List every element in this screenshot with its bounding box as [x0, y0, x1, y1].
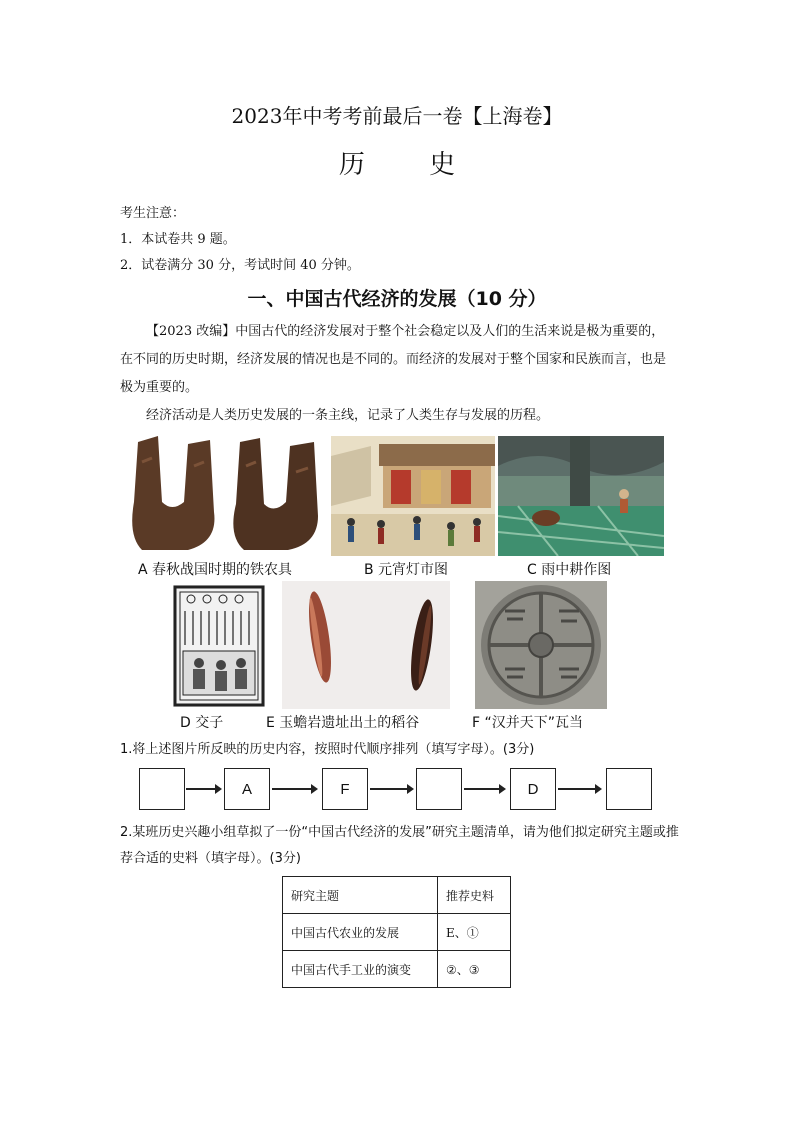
research-table	[282, 876, 511, 988]
table-cell-sources[interactable]: E、①	[438, 914, 511, 951]
intro-paragraph	[120, 318, 676, 430]
order-box-3[interactable]: F	[322, 768, 368, 810]
order-arrow-5	[558, 788, 600, 790]
figure-c-farming-mural	[498, 436, 664, 556]
figure-e-caption: E 玉蟾岩遗址出土的稻谷	[266, 715, 420, 731]
section-title: 一、中国古代经济的发展（10 分）	[247, 288, 547, 310]
notice-heading: 考生注意：	[120, 206, 186, 221]
table-header-row	[283, 877, 511, 914]
table-row	[283, 914, 511, 951]
intro-para-2: 经济活动是人类历史发展的一条主线，记录了人类生存与发展的历程。	[146, 408, 550, 423]
figure-a-iron-tools	[128, 432, 324, 554]
figure-a-caption: A 春秋战国时期的铁农具	[138, 562, 293, 578]
notice-item-2: 2．试卷满分 30 分，考试时间 40 分钟。	[120, 258, 360, 273]
table-header-topic: 研究主题	[283, 877, 438, 914]
order-arrow-1	[186, 788, 220, 790]
order-box-6[interactable]	[606, 768, 652, 810]
figure-b-lantern-market	[331, 436, 495, 556]
exam-title: 2023年中考考前最后一卷【上海卷】	[231, 104, 563, 128]
question-1-text: 1.将上述图片所反映的历史内容，按照时代顺序排列（填写字母）。(3分)	[120, 742, 535, 757]
table-cell-topic: 中国古代农业的发展	[283, 914, 438, 951]
order-box-5[interactable]: D	[510, 768, 556, 810]
figure-f-tile-end	[475, 581, 607, 709]
figure-c-caption: C 雨中耕作图	[527, 562, 612, 578]
question-2-text: 2.某班历史兴趣小组草拟了一份“中国古代经济的发展”研究主题清单，请为他们拟定研究主题或推荐合适的史料（填字母）。(3分)	[120, 825, 679, 866]
figure-b-caption: B 元宵灯市图	[364, 562, 449, 578]
figure-d-jiaozi	[173, 585, 265, 707]
subject-title: 历 史	[338, 150, 484, 180]
notice-item-1: 1．本试卷共 9 题。	[120, 232, 236, 247]
table-header-sources: 推荐史料	[438, 877, 511, 914]
figure-e-rice-grains	[282, 581, 450, 709]
intro-para-1: 【2023 改编】中国古代的经济发展对于整个社会稳定以及人们的生活来说是极为重要的，在不同的历史时期，经济发展的情况也是不同的。而经济的发展对于整个国家和民族而言，也是极为重要的。	[120, 324, 667, 395]
table-cell-topic: 中国古代手工业的演变	[283, 951, 438, 988]
order-arrow-4	[464, 788, 504, 790]
order-box-4[interactable]	[416, 768, 462, 810]
table-row	[283, 951, 511, 988]
order-box-1[interactable]	[139, 768, 185, 810]
order-arrow-2	[272, 788, 316, 790]
order-arrow-3	[370, 788, 412, 790]
table-cell-sources[interactable]: ②、③	[438, 951, 511, 988]
figure-f-caption: F “汉并天下”瓦当	[472, 715, 584, 731]
figure-d-caption: D 交子	[180, 715, 224, 731]
order-box-2[interactable]: A	[224, 768, 270, 810]
